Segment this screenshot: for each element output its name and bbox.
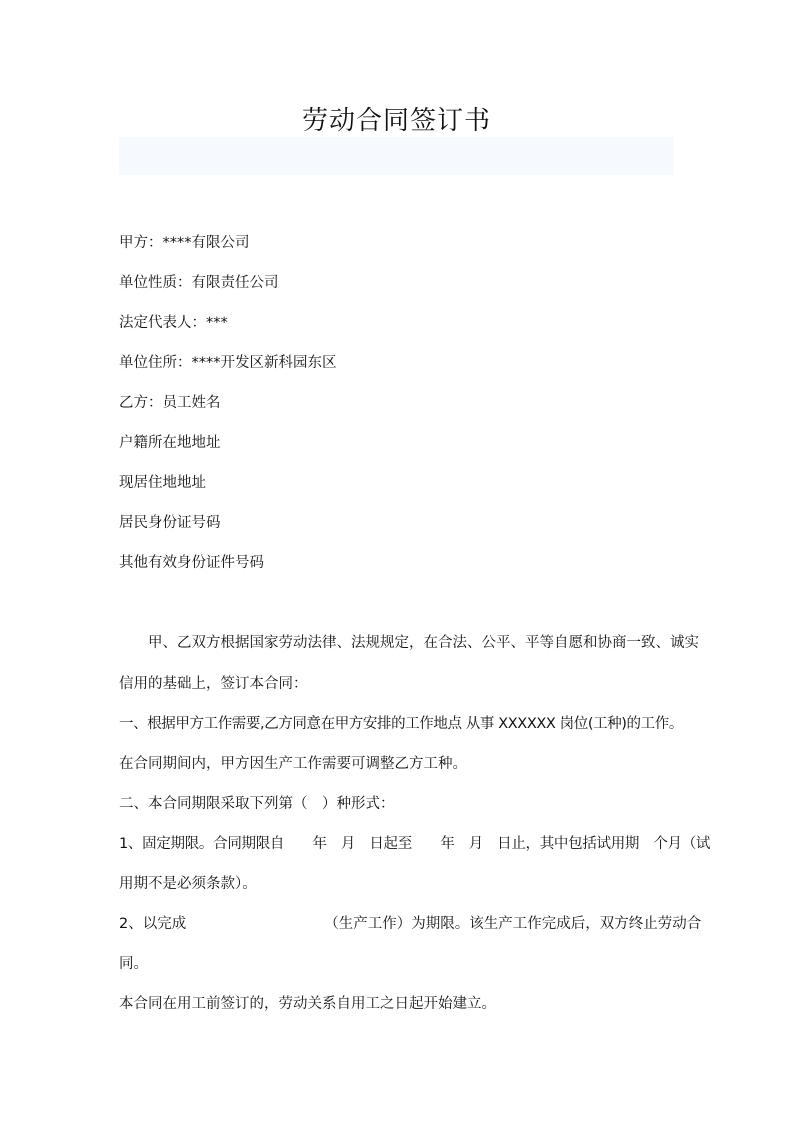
term-option-2-prefix: 2、以完成 xyxy=(119,916,187,932)
closing-line: 本合同在用工前签订的，劳动关系自用工之日起开始建立。 xyxy=(119,996,496,1012)
legal-representative-line: 法定代表人：*** xyxy=(119,315,228,331)
household-address-line: 户籍所在地地址 xyxy=(119,435,221,451)
other-id-line: 其他有效身份证件号码 xyxy=(119,555,264,571)
clause-2-title: 二、本合同期限采取下列第（ ）种形式： xyxy=(119,796,395,812)
term-option-2-suffix: （生产工作）为期限。该生产工作完成后，双方终止劳动合 xyxy=(324,916,702,932)
id-number-line: 居民身份证号码 xyxy=(119,515,221,531)
clause-1-line-1: 一、根据甲方工作需要,乙方同意在甲方安排的工作地点 从事 XXXXXX 岗位(工种)的工作。 xyxy=(119,716,683,732)
term-option-1-line-1: 1、固定期限。合同期限自 年 月 日起至 年 月 日止，其中包括试用期 个月（试 xyxy=(119,836,711,852)
intro-paragraph-line-2: 信用的基础上，签订本合同： xyxy=(119,676,308,692)
document-title: 劳动合同签订书 xyxy=(301,106,491,136)
unit-address-line: 单位住所：****开发区新科园东区 xyxy=(119,355,337,371)
party-b-line: 乙方：员工姓名 xyxy=(119,395,221,411)
intro-paragraph-line-1: 甲、乙双方根据国家劳动法律、法规规定，在合法、公平、平等自愿和协商一致、诚实 xyxy=(148,635,699,651)
current-address-line: 现居住地地址 xyxy=(119,475,206,491)
unit-nature-line: 单位性质：有限责任公司 xyxy=(119,275,279,291)
clause-1-line-2: 在合同期间内，甲方因生产工作需要可调整乙方工种。 xyxy=(119,756,467,772)
party-a-line: 甲方：****有限公司 xyxy=(119,235,250,251)
term-option-1-line-2: 用期不是必须条款）。 xyxy=(119,876,257,892)
title-highlight-band xyxy=(119,137,674,175)
term-option-2-line-2: 同。 xyxy=(119,956,148,972)
term-option-2-line-1 xyxy=(119,914,702,934)
